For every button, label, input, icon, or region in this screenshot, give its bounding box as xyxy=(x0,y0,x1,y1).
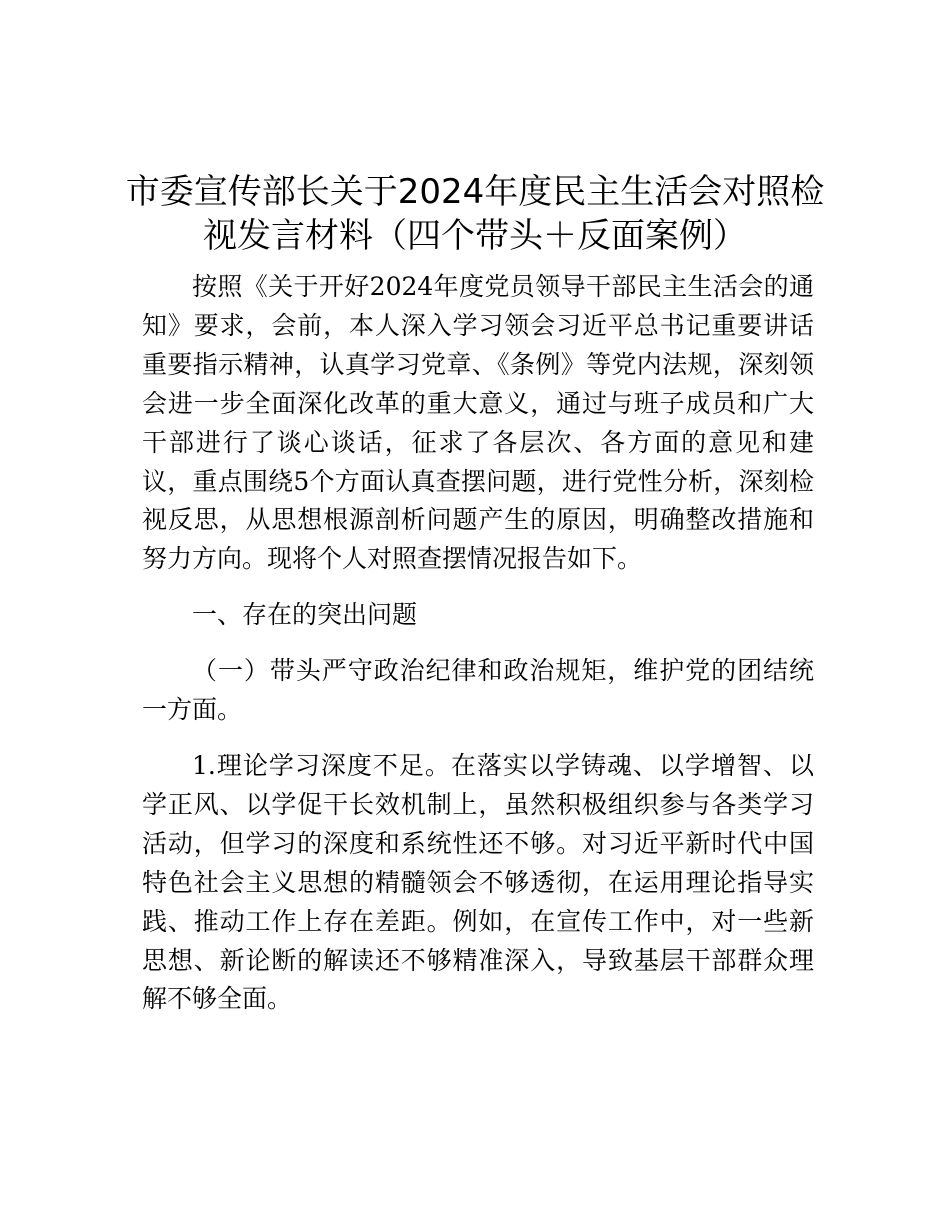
document-title xyxy=(100,170,850,258)
title-line-2: 视发言材料（四个带头＋反面案例） xyxy=(203,216,747,256)
title-line-1: 市委宣传部长关于2024年度民主生活会对照检 xyxy=(125,172,825,212)
item-paragraph: 1.理论学习深度不足。在落实以学铸魂、以学增智、以学正风、以学促干长效机制上，虽然积极组织参与各类学习活动，但学习的深度和系统性还不够。对习近平新时代中国特色社会主义思想的精髓领会不够透彻，在运用理论指导实践、推动工作上存在差距。例如，在宣传工作中，对一些新思想、新论断的解读还不够精准深入，导致基层干部群众理解不够全面。 xyxy=(142,750,814,1014)
section-heading: 一、存在的突出问题 xyxy=(192,600,418,630)
intro-paragraph: 按照《关于开好2024年度党员领导干部民主生活会的通知》要求，会前，本人深入学习领会习近平总书记重要讲话重要指示精神，认真学习党章、《条例》等党内法规，深刻领会进一步全面深化改革的重大意义，通过与班子成员和广大干部进行了谈心谈话，征求了各层次、各方面的意见和建议，重点围绕5个方面认真查摆问题，进行党性分析，深刻检视反思，从思想根源剖析问题产生的原因，明确整改措施和努力方向。现将个人对照查摆情况报告如下。 xyxy=(142,272,814,574)
document-body xyxy=(142,268,814,1019)
subsection-heading: （一）带头严守政治纪律和政治规矩，维护党的团结统一方面。 xyxy=(142,656,814,725)
